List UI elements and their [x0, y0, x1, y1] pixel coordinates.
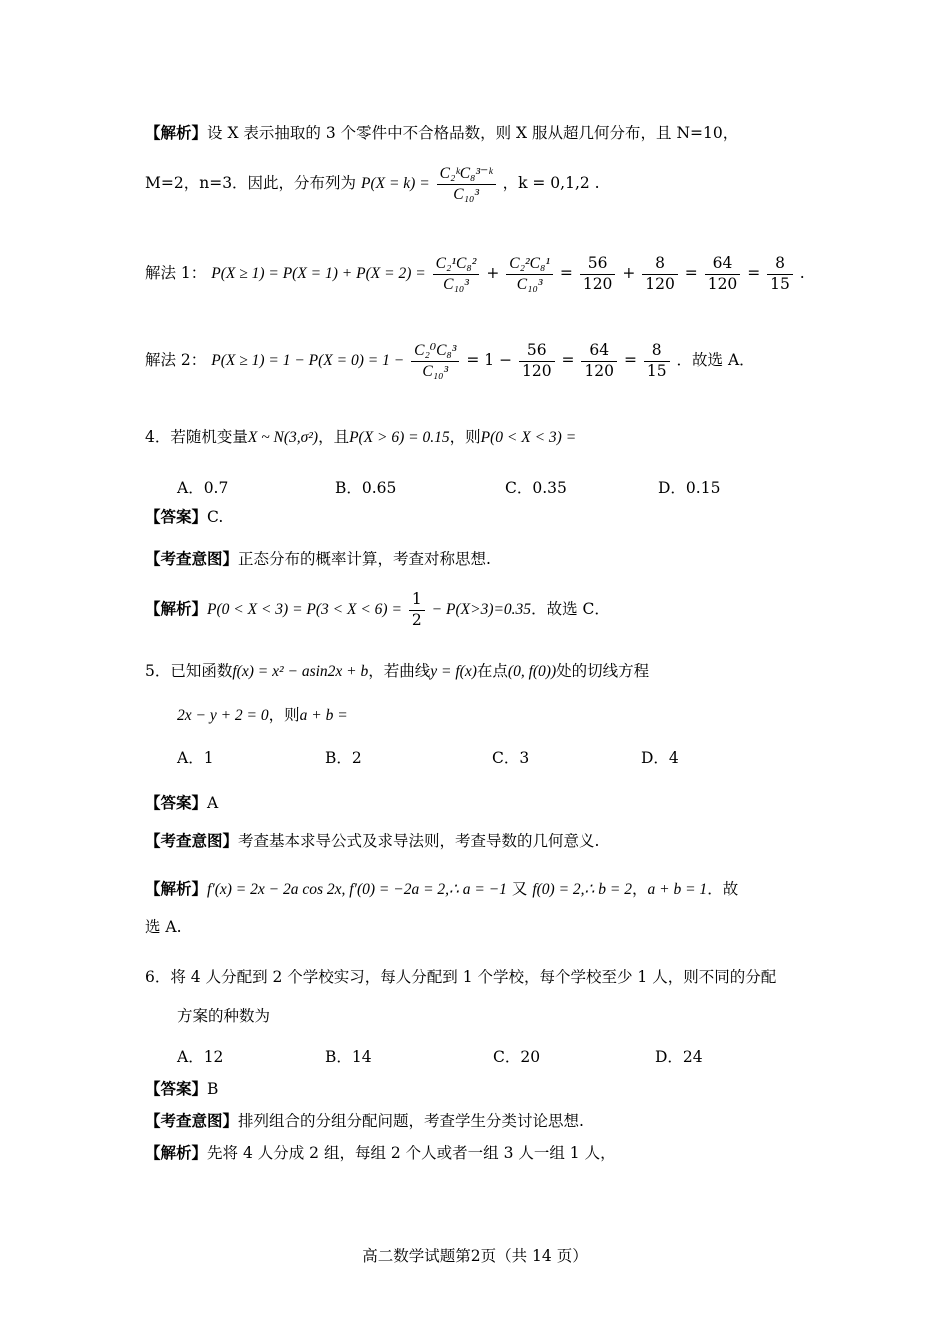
m2-frac-1: $\frac{\text{C₂⁰C₈³}}{\text{C₁₀³}}$ [411, 343, 459, 379]
q4-analysis-end: ．故选 C． [531, 600, 610, 618]
m1-frac-1: $\frac{\text{C₂¹C₈²}}{\text{C₁₀³}}$ [433, 256, 480, 292]
intent-text: 正态分布的概率计算，考查对称思想. [238, 550, 491, 568]
q4-stem-mid2: ，则 [449, 428, 481, 446]
q6-option-b: B．14 [325, 1048, 372, 1066]
q3-analysis-line1 [145, 126, 738, 142]
q5-stem-math2: y = f(x) [430, 663, 477, 680]
q5-option-c: C．3 [492, 749, 530, 767]
analysis-tag: 【解析】 [145, 600, 208, 618]
q4-intent [145, 552, 491, 568]
q4-option-b: B．0.65 [335, 479, 397, 497]
q4-stem-mid: ，且 [318, 428, 350, 446]
method1-line: 解法 1： P(X ≥ 1) = P(X = 1) + P(X = 2) = $\frac{\text{C₂¹C₈²}}{\text{C₁₀³}}$ + $\frac{\text{C₂²C₈¹}}{\text{C₁₀³}}$ = $\frac{56}{120}$ + $\frac{8}{120}$ = $\frac{64}{120}$ = $\frac{8}{15}$ . [145, 254, 805, 293]
analysis-text: 设 X 表示抽取的 3 个零件中不合格品数，则 X 服从超几何分布，且 N=10， [207, 124, 739, 142]
intent-tag: 【考查意图】 [145, 550, 239, 568]
method2-line: 解法 2： P(X ≥ 1) = 1 − P(X = 0) = 1 − $\frac{\text{C₂⁰C₈³}}{\text{C₁₀³}}$ = 1 − $\frac{56}{120}$ = $\frac{64}{120}$ = $\frac{8}{15}$ ．故选 A． [145, 341, 755, 380]
q6-option-c: C．20 [493, 1048, 541, 1066]
q3-pmf-line [145, 166, 600, 202]
method2-label: 解法 2： [145, 351, 207, 369]
q6-intent [145, 1114, 584, 1130]
method2-tail: ．故选 A． [676, 351, 755, 369]
m2-frac-2: $\frac{56}{120}$ [519, 343, 555, 379]
method2-expr: P(X ≥ 1) = 1 − P(X = 0) = 1 − [211, 352, 405, 369]
q5-intent [145, 834, 599, 850]
pmf-lhs: P(X = k) = [361, 175, 430, 192]
q5-stem-mid2: 在点 [476, 662, 508, 680]
q5-stem-line2-mid: ，则 [268, 706, 300, 724]
answer-value: B [207, 1080, 219, 1098]
intent-text: 考查基本求导公式及求导法则，考查导数的几何意义. [238, 832, 600, 850]
m2-frac-4: $\frac{8}{15}$ [644, 343, 670, 379]
intent-text: 排列组合的分组分配问题，考查学生分类讨论思想. [238, 1112, 584, 1130]
analysis-tag: 【解析】 [145, 880, 208, 898]
analysis-tag: 【解析】 [145, 1144, 208, 1162]
page-footer: 高二数学试题第2页（共 14 页） [362, 1247, 588, 1265]
q6-stem: 6．将 4 人分配到 2 个学校实习，每人分配到 1 个学校，每个学校至少 1 人，则不同的分配 [145, 968, 777, 986]
m1-frac-3: $\frac{56}{120}$ [580, 256, 616, 292]
q5-option-a: A．1 [177, 749, 214, 767]
pmf-prefix: M=2，n=3．因此，分布列为 [145, 174, 357, 192]
answer-value: A [207, 794, 219, 812]
q5-analysis-math2: f(0) = 2,∴ b = 2 [532, 881, 632, 898]
q6-option-d: D．24 [655, 1048, 703, 1066]
q5-stem-end: 处的切线方程 [556, 662, 650, 680]
q5-stem-mid: ，若曲线 [368, 662, 431, 680]
q4-option-c: C．0.35 [505, 479, 567, 497]
q6-analysis [145, 1146, 616, 1162]
answer-tag: 【答案】 [145, 508, 208, 526]
q4-analysis-expr: P(0 < X < 3) = P(3 < X < 6) = [207, 601, 402, 618]
answer-value: C. [207, 508, 224, 526]
intent-tag: 【考查意图】 [145, 1112, 239, 1130]
q5-analysis-mid: 又 [511, 880, 528, 898]
q4-analysis-frac: $\frac{1}{2}$ [409, 592, 425, 628]
q5-stem-line2-math2: a + b = [299, 707, 348, 724]
m2-frac-3: $\frac{64}{120}$ [581, 343, 617, 379]
q5-option-d: D．4 [641, 749, 679, 767]
q5-stem [145, 664, 649, 680]
q4-stem-math1: X ~ N(3,σ²) [247, 429, 319, 446]
q4-option-d: D．0.15 [658, 479, 721, 497]
q5-analysis-end: ．故 [707, 880, 739, 898]
q5-analysis-math3: a + b = 1 [647, 881, 708, 898]
answer-tag: 【答案】 [145, 794, 208, 812]
q5-tangent-eq: 2x − y + 2 = 0 [177, 707, 269, 724]
q5-stem-prefix: 5．已知函数 [145, 662, 233, 680]
analysis-text: 先将 4 人分成 2 组，每组 2 个人或者一组 3 人一组 1 人， [207, 1144, 616, 1162]
m1-frac-2: $\frac{\text{C₂²C₈¹}}{\text{C₁₀³}}$ [506, 256, 553, 292]
q4-analysis-tail: − P(X>3)=0.35 [431, 601, 532, 618]
intent-tag: 【考查意图】 [145, 832, 239, 850]
m1-frac-4: $\frac{8}{120}$ [642, 256, 678, 292]
q4-stem-math2: P(X > 6) = 0.15 [349, 429, 450, 446]
q4-analysis [145, 592, 610, 628]
q5-answer [145, 796, 218, 812]
q6-stem-line2: 方案的种数为 [177, 1007, 271, 1025]
pmf-tail: ，k = 0,1,2 . [502, 174, 600, 192]
q6-option-a: A．12 [177, 1048, 224, 1066]
q4-stem-prefix: 4．若随机变量 [145, 428, 248, 446]
pmf-fraction: $\frac{\text{C₂ᵏC₈³⁻ᵏ}}{\text{C₁₀³}}$ [437, 166, 496, 202]
m1-frac-6: $\frac{8}{15}$ [767, 256, 793, 292]
q5-analysis-sep: ， [632, 880, 648, 898]
q5-analysis-line2: 选 A. [145, 918, 182, 936]
q5-stem-line2 [177, 708, 348, 724]
analysis-tag: 【解析】 [145, 124, 208, 142]
q5-analysis-math1: f′(x) = 2x − 2a cos 2x, f′(0) = −2a = 2,∴ a = −1 [207, 881, 507, 898]
q4-option-a: A．0.7 [177, 479, 229, 497]
answer-tag: 【答案】 [145, 1080, 208, 1098]
q4-stem-math3: P(0 < X < 3) = [480, 429, 577, 446]
q4-stem [145, 430, 576, 446]
q5-stem-math: f(x) = x² − asin2x + b [232, 663, 369, 680]
q5-analysis [145, 882, 738, 898]
q6-answer [145, 1082, 218, 1098]
method1-label: 解法 1： [145, 264, 207, 282]
q5-option-b: B．2 [325, 749, 362, 767]
m1-frac-5: $\frac{64}{120}$ [705, 256, 741, 292]
method1-expr: P(X ≥ 1) = P(X = 1) + P(X = 2) = [211, 265, 426, 282]
q4-answer [145, 510, 223, 526]
q5-stem-math3: (0, f(0)) [507, 663, 557, 680]
